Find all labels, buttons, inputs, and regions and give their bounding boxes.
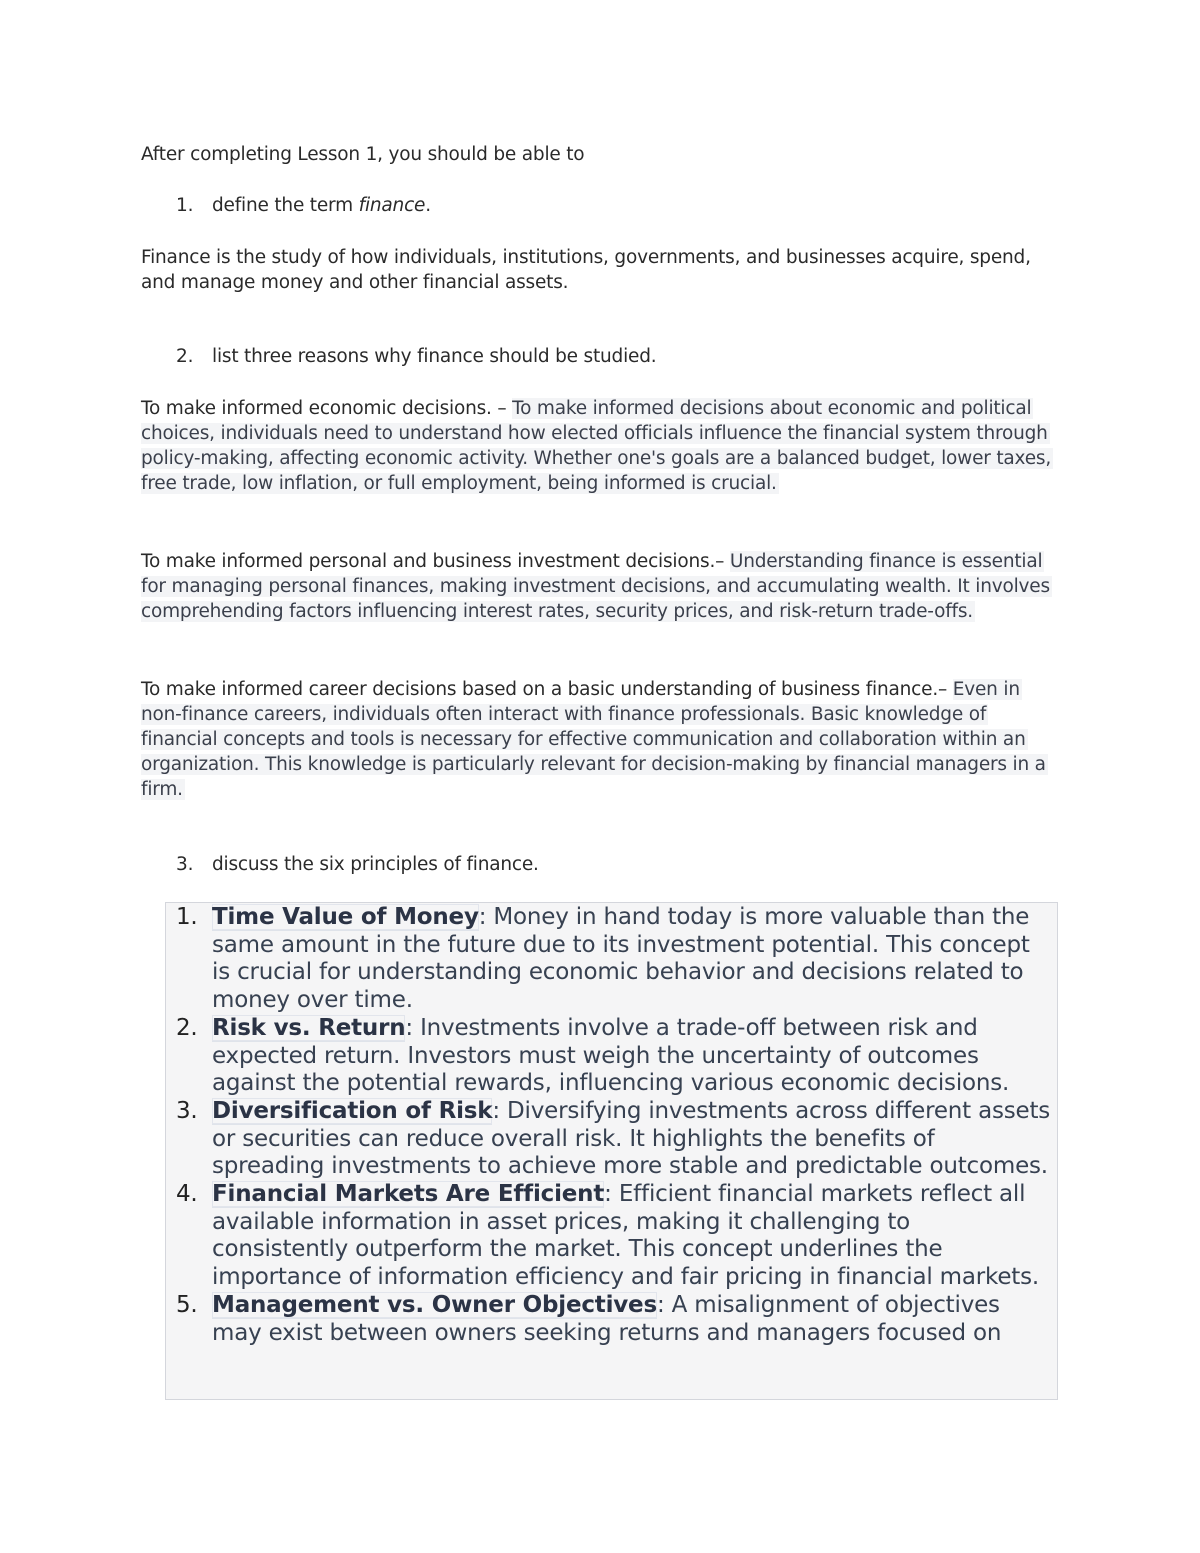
finance-definition: Finance is the study of how individuals, institutions, governments, and businesses acquire, spend, and manage money and other financial assets. [141,247,1031,293]
objective-emphasis: finance [358,195,426,216]
objective-number: 3. [176,854,194,875]
principle-term: Time Value of Money [212,904,479,930]
principle-text: : A misalignment of objectives may exist between owners seeking returns and managers focused on [212,1291,1002,1346]
principle-text: : Diversifying investments across different assets or securities can reduce overall risk. It highlights the benefits of spreading investments to achieve more stable and predictable outcomes. [212,1097,1051,1180]
objective-number: 2. [176,346,194,367]
reason-lead: To make informed economic decisions. – [141,398,513,419]
principle-term: Financial Markets Are Efficient [212,1181,605,1208]
objective-text: discuss the six principles of finance. [212,854,539,875]
principle-term: Diversification of Risk [212,1097,493,1124]
objective-text: define the term [212,195,359,216]
reason-lead: To make informed career decisions based on a basic understanding of business finance.– [141,679,953,700]
principle-item [166,1015,1057,1098]
objective-text-end: . [425,195,431,216]
principle-item [166,1098,1057,1181]
objective-text: list three reasons why finance should be studied. [212,346,657,367]
principles-list [166,903,1057,1347]
principle-term: Management vs. Owner Objectives [212,1291,657,1318]
reason-body: Understanding finance is essential for managing personal finances, making investment decisions, and accumulating wealth. It involves comprehending factors influencing interest rates, security prices, and risk-return trade-offs. [141,551,1050,622]
intro-text: After completing Lesson 1, you should be able to [141,144,585,165]
principle-item [166,904,1057,1015]
principle-text: : Efficient financial markets reflect all available information in asset prices, making it challenging to consistently outperform the market. This concept underlines the importance of information efficiency and fair pricing in financial markets. [212,1181,1039,1291]
principle-number: 3. [176,1097,198,1124]
principle-item [166,1292,1057,1347]
principle-number: 4. [176,1181,198,1208]
principle-number: 2. [176,1014,198,1041]
objective-2 [176,344,656,369]
objective-1 [176,193,431,218]
principle-item [166,1181,1057,1292]
reason-paragraph [141,549,1061,624]
principle-number: 5. [176,1291,198,1318]
principles-box [165,902,1058,1400]
reason-body: To make informed decisions about economic and political choices, individuals need to understand how elected officials influence the financial system through policy-making, affecting economic activity. Whether one's goals are a balanced budget, lower taxes, free trade, low inflation, or full employment, being informed is crucial. [141,398,1052,494]
reason-body: Even in non-finance careers, individuals often interact with finance professionals. Basic knowledge of financial concepts and tools is necessary for effective communication and collaboration within an organization. This knowledge is particularly relevant for decision-making by financial managers in a firm. [141,679,1046,800]
principle-text: : Money in hand today is more valuable than the same amount in the future due to its investment potential. This concept is crucial for understanding economic behavior and decisions related to money over time. [212,904,1030,1014]
reason-paragraph [141,396,1061,496]
objective-3 [176,852,539,877]
reason-paragraph [141,677,1061,802]
principle-text: : Investments involve a trade-off between risk and expected return. Investors must weigh the uncertainty of outcomes against the potential rewards, influencing various economic decisions. [212,1014,1010,1097]
reason-lead: To make informed personal and business investment decisions.– [141,551,730,572]
principle-term: Risk vs. Return [212,1014,406,1041]
principle-number: 1. [176,904,198,930]
objective-number: 1. [176,195,194,216]
